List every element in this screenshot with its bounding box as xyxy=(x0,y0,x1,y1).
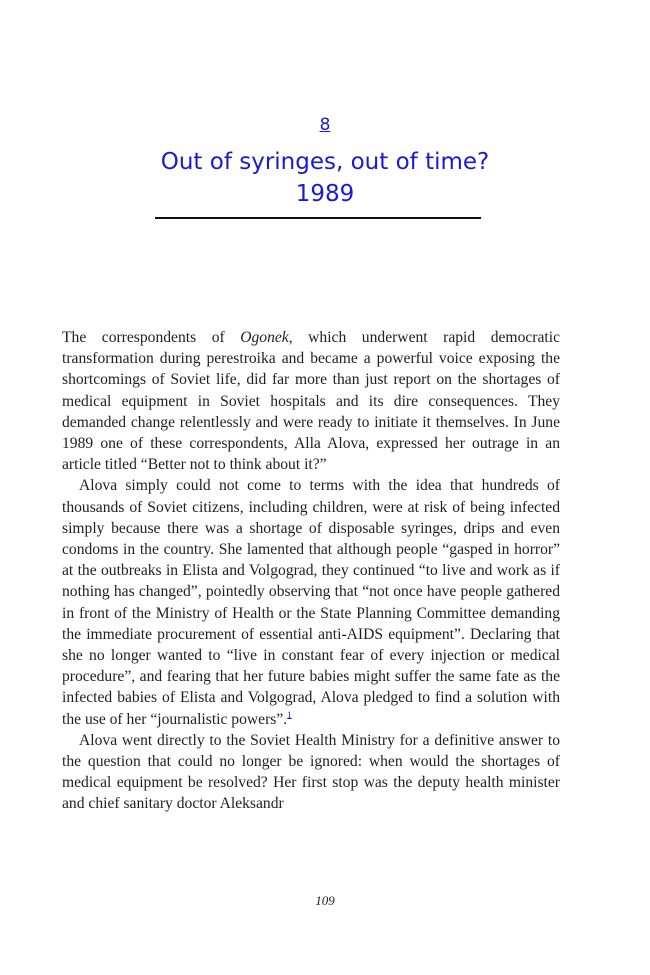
chapter-heading xyxy=(0,112,650,210)
paragraph-1 xyxy=(62,327,560,475)
paragraph-2-text: Alova simply could not come to terms with the idea that hundreds of thousands of Soviet citizens, including children, were at risk of being infected simply because there was a shortage of disposable syringes, drips and even condoms in the country. She lamented that although people “gasped in horror” at the outbreaks in Elista and Volgograd, they continued “to live and work as if nothing has changed”, pointedly observing that “not once have people gathered in front of the Ministry of Health or the State Planning Committee demanding the immediate procurement of essential anti-AIDS equipment”. Declaring that she no longer wanted to “live in constant fear of every injection or medical procedure”, and fearing that her future babies might suffer the same fate as the infected babies of Elista and Volgograd, Alova pledged to find a solution with the use of her “journalistic powers”. xyxy=(62,477,560,728)
paragraph-1-text-end: , which underwent rapid democratic transformation during perestroika and became a powerful voice exposing the shortcomings of Soviet life, did far more than just report on the shortages of medical equipment in Soviet hospitals and its dire consequences. They demanded change relentlessly and were ready to initiate it themselves. In June 1989 one of these correspondents, Alla Alova, expressed her outrage in an article titled “Better not to think about it?” xyxy=(62,329,560,474)
chapter-year: 1989 xyxy=(295,181,355,207)
body-text xyxy=(62,327,560,815)
publication-name: Ogonek xyxy=(240,329,289,346)
paragraph-2 xyxy=(62,475,560,729)
paragraph-1-text-start: The correspondents of xyxy=(62,329,241,346)
title-divider xyxy=(155,217,481,219)
chapter-title: Out of syringes, out of time? xyxy=(160,149,490,175)
paragraph-3-text: Alova went directly to the Soviet Health Ministry for a definitive answer to the question that could no longer be ignored: when would the shortages of medical equipment be resolved? Her first stop was the deputy health minister and chief sanitary doctor Aleksandr xyxy=(62,731,560,813)
paragraph-3 xyxy=(62,730,560,815)
footnote-link[interactable]: 1 xyxy=(287,709,292,720)
chapter-number-link[interactable]: 8 xyxy=(319,115,331,135)
page-number: 109 xyxy=(315,893,335,908)
